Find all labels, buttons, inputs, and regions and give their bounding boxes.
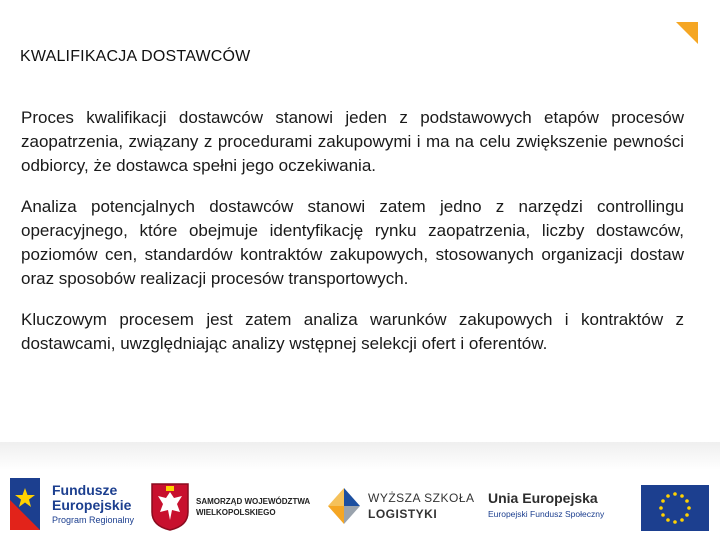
- paragraph-3: Kluczowym procesem jest zatem analiza warunków zakupowych i kontraktów z dostawcami, uwzględniając analizy wstępnej selekcji ofert i oferentów.: [21, 310, 684, 353]
- eu-flag-icon: [641, 485, 709, 531]
- corner-triangle-icon: [676, 22, 698, 44]
- ue-line1: Unia Europejska: [488, 490, 598, 506]
- paragraph-1: Proces kwalifikacji dostawców stanowi jeden z podstawowych etapów procesów zaopatrzenia, związany z procedurami zakupowymi i ma na celu zwiększenie pewności odbiorcy, że dostawca spełni jego oczekiwania.: [21, 108, 684, 175]
- samorzad-logo: [150, 480, 320, 534]
- fundusze-line3: Program Regionalny: [52, 515, 135, 525]
- eagle-crest-icon: [150, 482, 190, 532]
- fundusze-line1: Fundusze: [52, 482, 118, 498]
- fundusze-star-icon: [8, 476, 48, 534]
- unia-europejska-text-logo: [488, 490, 634, 526]
- paragraph-2: Analiza potencjalnych dostawców stanowi zatem jedno z narzędzi controllingu operacyjnego, które obejmuje identyfikację rynku zaopatrzenia, liczby dostawców, poziomów cen, standardów kontraktów zakupowych, stosowanych organizacji dostaw oraz sposobów realizacji procesów transportowych.: [21, 197, 684, 288]
- samorzad-line2: WIELKOPOLSKIEGO: [196, 508, 276, 517]
- page-title: KWALIFIKACJA DOSTAWCÓW: [20, 48, 251, 65]
- samorzad-line1: SAMORZĄD WOJEWÓDZTWA: [196, 497, 311, 506]
- fundusze-line2: Europejskie: [52, 497, 132, 513]
- wsl-line1: WYŻSZA SZKOŁA: [368, 491, 475, 505]
- ue-line2: Europejski Fundusz Społeczny: [488, 509, 605, 519]
- wsl-logo: [326, 484, 486, 528]
- content-body: [21, 106, 684, 373]
- fundusze-europejskie-logo: [8, 470, 148, 534]
- wsl-line2: LOGISTYKI: [368, 507, 438, 521]
- wsl-mark-icon: [326, 486, 362, 526]
